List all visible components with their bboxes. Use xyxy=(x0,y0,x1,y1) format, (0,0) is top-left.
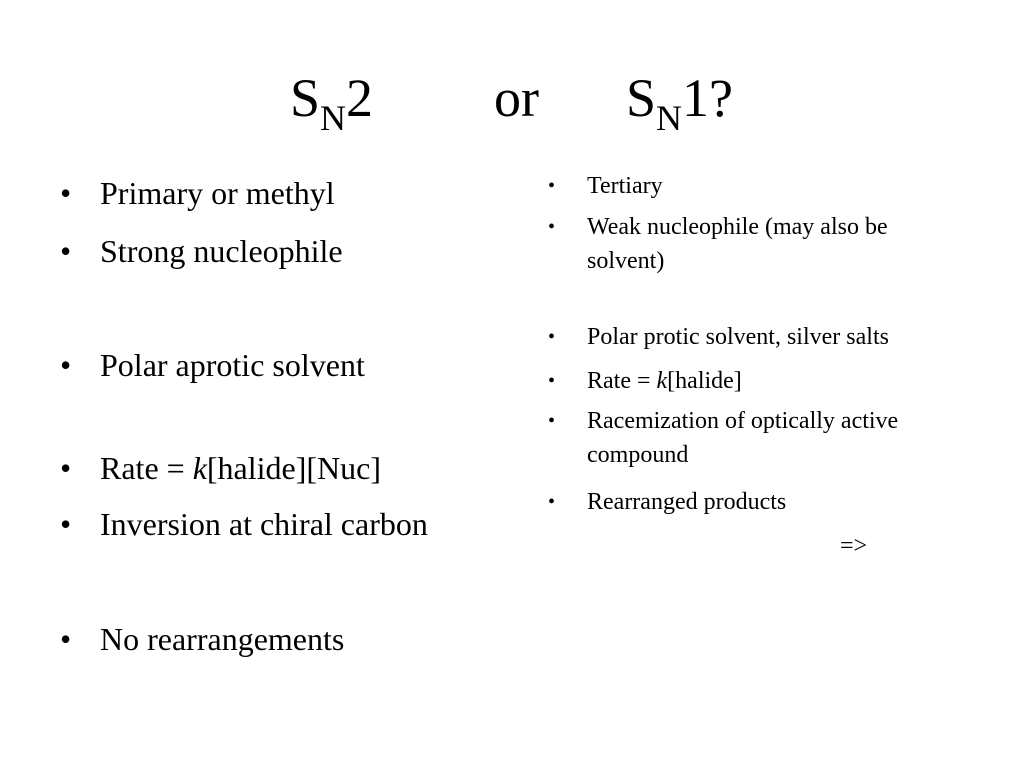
title-sn1-subscript: N xyxy=(656,98,683,138)
bullet-icon: • xyxy=(548,216,556,238)
bullet-icon: • xyxy=(60,621,72,657)
sn1-item xyxy=(548,210,968,278)
sn1-item xyxy=(548,364,968,398)
title-sn2-subscript: N xyxy=(320,98,347,138)
bullet-icon: • xyxy=(60,450,72,486)
rate-constant: k xyxy=(656,368,668,394)
sn2-item-text: Inversion at chiral carbon xyxy=(100,506,428,542)
bullet-icon: • xyxy=(60,233,72,269)
sn2-item-text: Primary or methyl xyxy=(100,175,335,211)
rate-prefix: Rate = xyxy=(587,368,657,394)
sn1-item xyxy=(548,404,968,472)
bullet-icon: • xyxy=(60,347,72,383)
bullet-icon: • xyxy=(548,326,556,348)
sn1-item xyxy=(548,169,968,203)
sn2-item-text: Polar aprotic solvent xyxy=(100,347,365,383)
sn1-item-text: Weak nucleophile (may also be solvent) xyxy=(587,214,888,274)
bullet-icon: • xyxy=(548,491,556,513)
sn1-item-text: Polar protic solvent, silver salts xyxy=(587,324,889,350)
rate-prefix: Rate = xyxy=(100,450,193,486)
sn1-item xyxy=(548,485,968,519)
sn2-item xyxy=(60,612,480,666)
sn1-rate-law xyxy=(587,364,968,398)
title-sn2-s: S xyxy=(290,68,321,128)
rate-terms: [halide] xyxy=(667,368,742,394)
sn1-item-text: Racemization of optically active compound xyxy=(587,408,899,468)
next-slide-arrow[interactable]: => xyxy=(840,533,868,559)
sn2-rate-law xyxy=(100,441,480,495)
bullet-icon: • xyxy=(548,175,556,197)
title-or: or xyxy=(494,68,539,128)
bullet-icon: • xyxy=(60,506,72,542)
slide-title xyxy=(0,58,1024,138)
title-sn2 xyxy=(290,58,373,144)
sn2-item-text: No rearrangements xyxy=(100,621,345,657)
sn2-item xyxy=(60,224,480,278)
sn2-item xyxy=(60,166,480,220)
title-sn1-s: S xyxy=(626,68,657,128)
sn2-item-text: Strong nucleophile xyxy=(100,233,343,269)
title-sn1 xyxy=(626,58,733,144)
title-sn2-number: 2 xyxy=(346,68,374,128)
title-sn1-number: 1? xyxy=(682,68,734,128)
sn1-item xyxy=(548,320,968,354)
bullet-icon: • xyxy=(60,175,72,211)
rate-constant: k xyxy=(192,450,207,486)
rate-terms: [halide][Nuc] xyxy=(206,450,382,486)
sn1-item-text: Rearranged products xyxy=(587,489,787,515)
sn1-item-text: Tertiary xyxy=(587,173,663,199)
sn2-item xyxy=(60,338,480,392)
sn2-item xyxy=(60,441,480,495)
sn2-item xyxy=(60,497,480,551)
bullet-icon: • xyxy=(548,410,556,432)
bullet-icon: • xyxy=(548,370,556,392)
